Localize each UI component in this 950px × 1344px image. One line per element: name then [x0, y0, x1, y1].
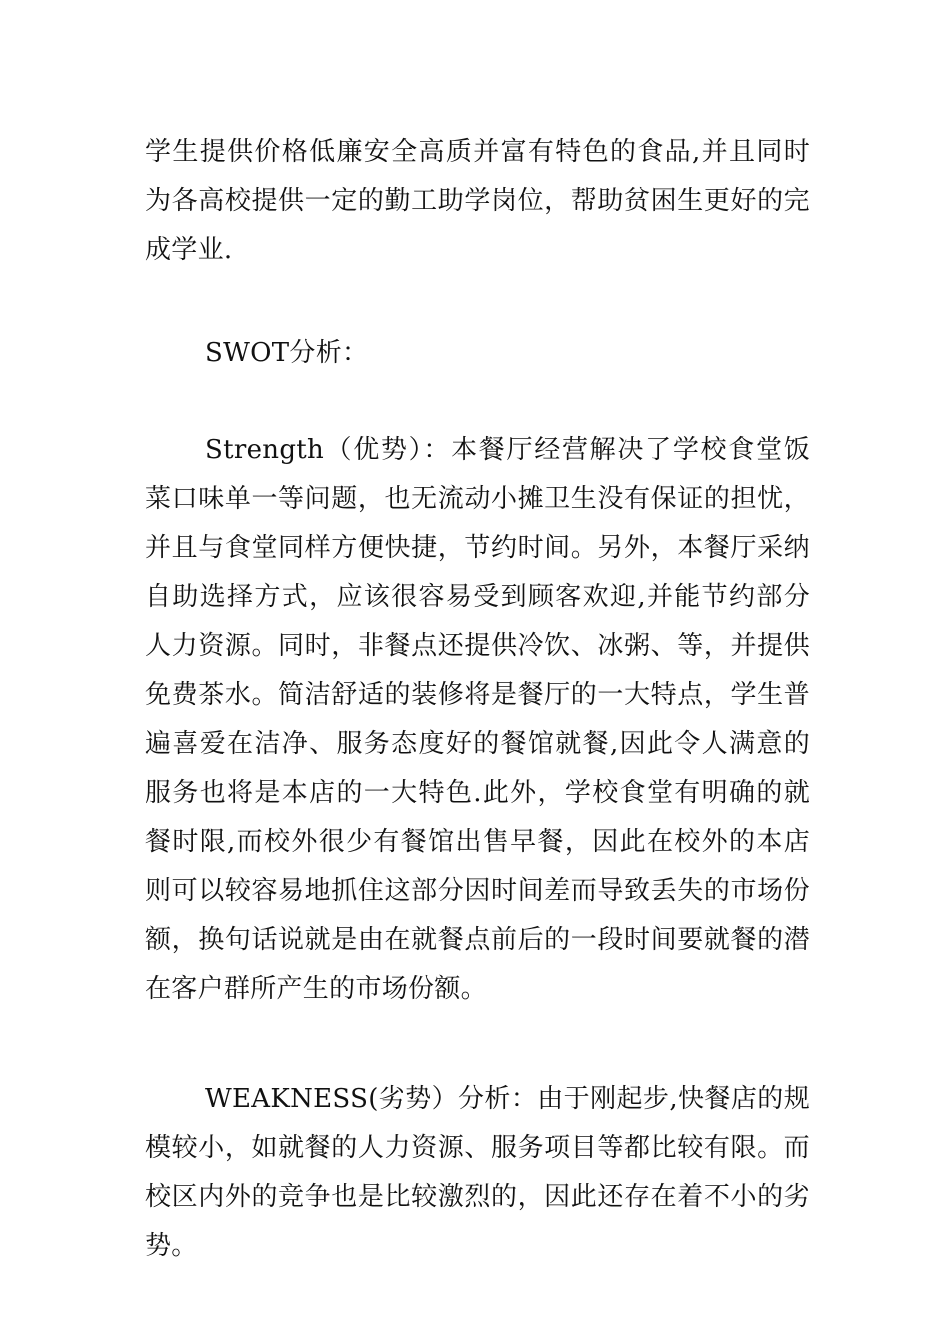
paragraph-intro-continuation: 学生提供价格低廉安全高质并富有特色的食品,并且同时为各高校提供一定的勤工助学岗位，帮助贫困生更好的完成学业.: [145, 137, 810, 265]
paragraph-swot-heading: SWOT分析：: [205, 338, 369, 368]
paragraph-strength: Strength（优势）：本餐厅经营解决了学校食堂饭菜口味单一等问题，也无流动小摊卫生没有保证的担忧，并且与食堂同样方便快捷，节约时间。另外，本餐厅采纳自助选择方式，应该很容易受到顾客欢迎,并能节约部分人力资源。同时，非餐点还提供冷饮、冰粥、等，并提供免费茶水。简洁舒适的装修将是餐厅的一大特点，学生普遍喜爱在洁净、服务态度好的餐馆就餐,因此令人满意的服务也将是本店的一大特色.此外，学校食堂有明确的就餐时限,而校外很少有餐馆出售早餐，因此在校外的本店则可以较容易地抓住这部分因时间差而导致丢失的市场份额，换句话说就是由在就餐点前后的一段时间要就餐的潜在客户群所产生的市场份额。: [145, 435, 810, 1004]
paragraph-weakness: WEAKNESS(劣势）分析：由于刚起步,快餐店的规模较小，如就餐的人力资源、服务项目等都比较有限。而校区内外的竞争也是比较激烈的，因此还存在着不小的劣势。: [145, 1084, 810, 1261]
